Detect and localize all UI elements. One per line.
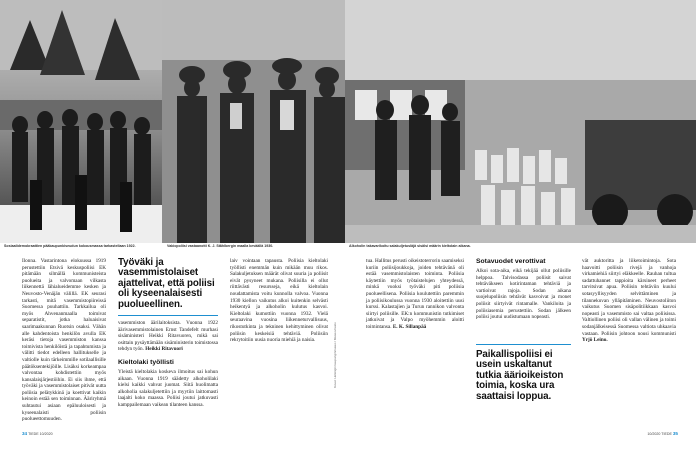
column-4 <box>366 258 464 331</box>
page-number-right: 35 <box>672 431 678 436</box>
pull-quote-2-rule <box>476 344 571 345</box>
photo-ritavuori-funeral <box>0 0 162 243</box>
photo3-caption: Alkoholin takavarikoitu salakuljetusläjä sisälsi määrin kieltolain aikana. <box>349 244 471 248</box>
col2-body: vasemmiston äärilaitoksista. Vuonna 1922 äärivasemmistolainen Ernst Tandefelt murhasi sisäministeri Heikki Ritavuoren, mikä sai osittain pysäyttämään sisäministerin toimistossa tehdyn työn. <box>118 320 218 353</box>
subhead-sotavuodet: Sotavuodet verottivat <box>476 258 546 265</box>
column-3 <box>230 258 328 344</box>
col3-body: laiv vointaan tapausta. Poliisia kieltolaki työllisti enemmän kuin mikään muu rikos. Salakuljetuksen määrät olivat suuria ja poliisit eivät pysyneet mukana. Poliisilla ei ollut riittävästi resursseja, eikä kieltolain noudattamista voitu kunnolla valvoa. Vuonna 1930 kiellon vaikutus alkoi kuitenkin selvästi heikentyä ja alkoholin kulutus kasvoi. Kieltolaki kumottiin vuonna 1932. Vielä seuraavina vuosina liikenneturvallisuus, rikostutkinta ja tekninen kehittyminen olivat poliisin keskeisiä tehtäviä. Poliisiin rekrytoitiin uusia nuoria miehiä ja naisia. <box>230 258 328 344</box>
subhead-kieltolaki: Kieltolaki työllisti <box>118 358 174 366</box>
col1-body: Ilonna. Vastarintona elokuussa 1919 perustettiin Etsivä keskuspoliisi EK pitämään silmällä kommunisteista puolueita ja valvomaan vilkasta liikennettä lähialueidemme kesken ja Neuvosto-Venäjän välillä. EK seurasi tarkasti, mitä vasemmistopiireissä Suomessa puuhattiin. Tarkkailua oli myös Ahvenanmaalla toimivat separatistit, jotka haluaisivat saarimaakunnan Ruotsin osaksi. Vähän alle kahdentoista henkilön avulla EK keräsi tietoja vasemmiston kanssa toimivista henkilöistä ja tapahtumista ja välitti tiedot edelleen hallitukselle ja valtiolle kuin tärkeimmille sotilaallisille päätöksentekijöille. Lisäksi korkeampaa valvontaa kohdistettiin myös kansalaisjärjestöihin. Ei siis ihme, että työväki ja vasemmistolaiset pitivät uutta poliisia pelätykkinä ja koettivat kaikin keinoin estää sen toiminnan. Ääriryhmä suhtautui asiaan epäluuloisesti ja kyseenalaisti poliisin puolueettomuuden. <box>22 258 106 423</box>
column-5 <box>476 258 571 321</box>
col5-body: Alkoi sota-aika, eikä tekijää ollut poliisille helppoa. Talvisodassa poliisit saivat tehtäväkseen kotirintaman tehtäviä ja vartioivat rajoja. Sodan aikana suojelupoliisin tehtävät kasvoivat ja monet poliisit siirtyivät rintamalle. Vankiloita ja poliisiasemia perustettiin. Sodan jälkeen poliisi joutui uudistumaan nopeasti. <box>476 268 571 321</box>
photo2-caption: Vakiopoliisi vastaanotti K. J. Ståhlbergin maalla keväällä 1930. <box>167 244 274 248</box>
footer-right-label: 10/2020 TIEDE <box>647 432 672 436</box>
column-1 <box>22 258 106 423</box>
col6-body: vät auktoritta ja liiketoimintoja. Sota haavoitti poliisin rivejä ja vanhoja virkamiehiä siirtyi eläkkeelle. Rauhan tultua sadattuhannet tappioita kärsineet perheet tarvitsivat apua. Poliisin tehtäviin kuului sotasyyllisyyden selvittäminen ja tilannekuvan ylläpitäminen. Neuvostoliiton vaikutus Suomen sisäpolitiikkaan kasvoi nopeasti ja vasemmisto sai valtaa poliisissa. Valtiollinen poliisi oli vallan välinen ja toimi sodanjälkeisessä Suomessa valtiota uhkaavia vastaan. Poliisin johtoon nousi kommunisti <box>582 258 676 337</box>
footer-right <box>647 431 678 436</box>
photo-alcohol-seizure <box>345 0 696 243</box>
column-6 <box>582 258 676 344</box>
pull-quote-1: Työväki ja vasemmistolaiset ajattelivat, että poliisi oli kyseenalaisesti puolueellinen. <box>118 257 215 310</box>
column-2 <box>118 320 218 409</box>
col4-name: E. K. Sillanpää <box>392 323 427 330</box>
photo1-caption: Sosiaalidemokraattien pääkaupunkiseudun kokousmassa tarkastellaan 1922. <box>4 244 136 248</box>
pull-quote-1-rule <box>118 315 218 316</box>
footer-left <box>22 431 53 436</box>
photo-credit: Kuvat: Helsingin kaupunginmuseo / Museovirasto <box>333 322 337 388</box>
col6-name: Yrjö Leino. <box>582 337 608 344</box>
page-number-left: 34 <box>22 431 28 436</box>
col2-name: Heikki Ritavuori <box>145 346 183 353</box>
col2-body-2: Yleistä kieltolakia koskeva ilmoitus sai kohun aikaan. Vuonna 1919 säädetty alkoholilaki kielsi kaikki vahvat juomat. Siitä huolimatta alkoholia salakuljetettiin ja myytiin laittomasti laajalti koko maassa. Poliisi joutui jatkuvasti kamppailemaan vaikean tilanteen kanssa. <box>118 368 218 408</box>
photo-stahlberg-return <box>162 0 345 243</box>
footer-left-label: TIEDE 10/2020 <box>28 432 53 436</box>
pull-quote-2: Paikallispoliisi ei usein uskaltanut tutkia äärioikeiston toimia, koska ura saattaisi loppua. <box>476 349 564 402</box>
col4-body: tua. Hallitus perusti oikeistoterrorin saamiseksi kuriin poliisijoukkoja, joiden tehtävänä oli estää vasemmistolaisten toiminta. Poliisia käytettiin myös työtaistelujen yhteydessä, minkä vuoksi työväki piti poliisia puolueellisena. Poliisia koulutettiin paremmin ja poliisikoulussa vuonna 1930 aloitettiin uusi kurssi. Kalastajien ja Turun rannikon valvonta siirtyi poliisille. EK:n kommunistin tutkimiset jatkuivat ja Valpo myöhemmin aloitti toimintansa. <box>366 258 464 330</box>
